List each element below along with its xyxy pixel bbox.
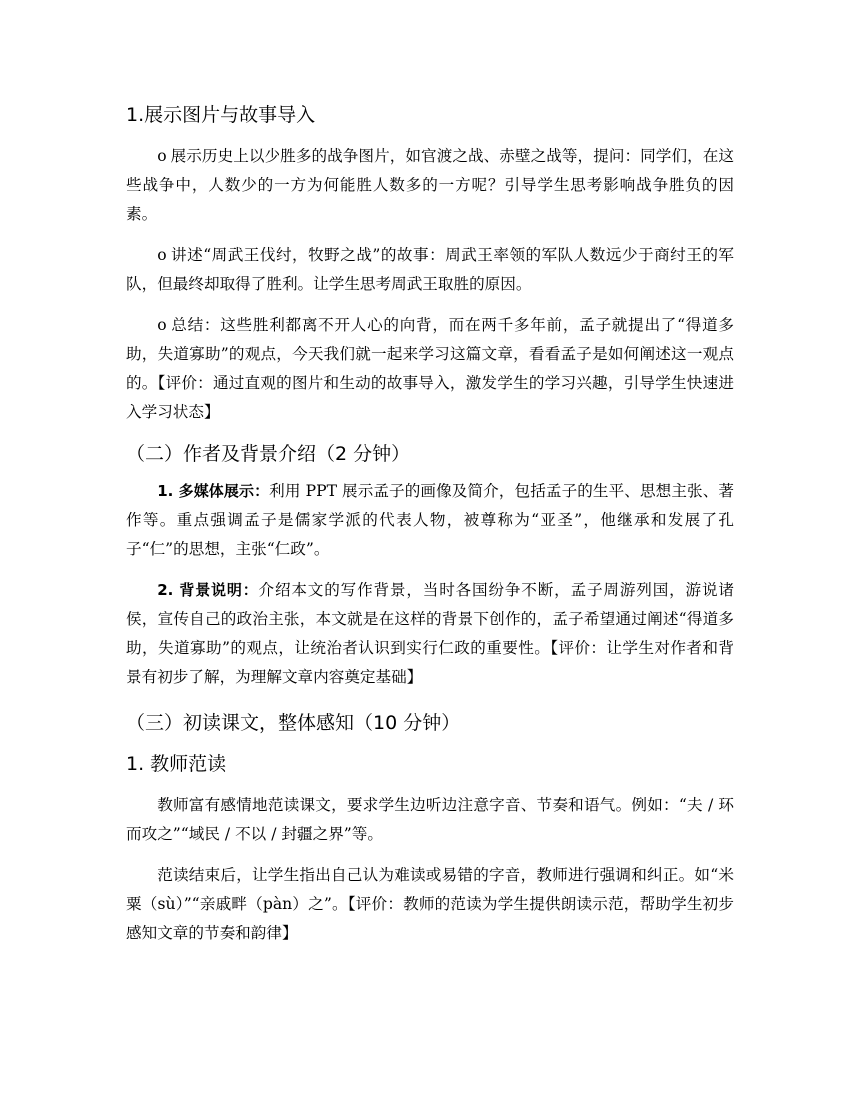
paragraph-text: 介绍本文的写作背景，当时各国纷争不断，孟子周游列国，游说诸侯，宣传自己的政治主张，本文就是在这样的背景下创作的，孟子希望通过阐述“得道多助，失道寡助”的观点，让统治者认识到实行仁政的重要性。 — [126, 580, 734, 657]
document-body — [126, 104, 734, 948]
section1-heading: 1.展示图片与故事导入 — [126, 104, 316, 126]
evaluation-note: 【评价：教师的范读为学生提供朗读示范，帮助学生初步感知文章的节奏和韵律】 — [126, 895, 734, 942]
section3-paragraph-2 — [126, 861, 734, 948]
paragraph-text: 教师富有感情地范读课文，要求学生边听边注意字音、节奏和语气。例如：“夫 / 环而攻之”“域民 / 不以 / 封疆之界”等。 — [126, 796, 734, 843]
section2-paragraph-2 — [126, 576, 734, 692]
section2-paragraph-1 — [126, 477, 734, 564]
lead-label: 2. 背景说明： — [157, 580, 259, 599]
section1-paragraph-1 — [126, 142, 734, 229]
paragraph-text: 总结：这些胜利都离不开人心的向背，而在两千多年前，孟子就提出了“得道多助，失道寡助”的观点，今天我们就一起来学习这篇文章，看看孟子是如何阐述这一观点的。 — [126, 315, 734, 392]
section1-paragraph-2 — [126, 241, 734, 299]
bullet-marker: o — [157, 245, 167, 264]
section2-heading: （二）作者及背景介绍（2 分钟） — [126, 442, 411, 465]
section3-heading: （三）初读课文，整体感知（10 分钟） — [126, 711, 461, 734]
section1-paragraph-3 — [126, 311, 734, 427]
paragraph-text: 讲述“周武王伐纣，牧野之战”的故事：周武王率领的军队人数远少于商纣王的军队，但最终却取得了胜利。让学生思考周武王取胜的原因。 — [126, 245, 734, 293]
evaluation-note: 【评价：通过直观的图片和生动的故事导入，激发学生的学习兴趣，引导学生快速进入学习状态】 — [126, 373, 734, 421]
paragraph-text: 范读结束后，让学生指出自己认为难读或易错的字音，教师进行强调和纠正。如“米粟（sù）”“亲戚畔（pàn）之”。 — [126, 866, 734, 913]
evaluation-note: 【评价：让学生对作者和背景有初步了解，为理解文章内容奠定基础】 — [126, 638, 734, 686]
section3-subheading: 1. 教师范读 — [126, 753, 227, 776]
paragraph-text: 展示历史上以少胜多的战争图片，如官渡之战、赤壁之战等，提问：同学们，在这些战争中，人数少的一方为何能胜人数多的一方呢？引导学生思考影响战争胜负的因素。 — [126, 146, 734, 223]
bullet-marker: o — [157, 315, 167, 334]
paragraph-text: 利用 PPT 展示孟子的画像及简介，包括孟子的生平、思想主张、著作等。重点强调孟子是儒家学派的代表人物，被尊称为“亚圣”，他继承和发展了孔子“仁”的思想，主张“仁政”。 — [126, 481, 734, 558]
section3-paragraph-1 — [126, 791, 734, 849]
bullet-marker: o — [157, 146, 167, 165]
lead-label: 1. 多媒体展示： — [157, 481, 270, 500]
